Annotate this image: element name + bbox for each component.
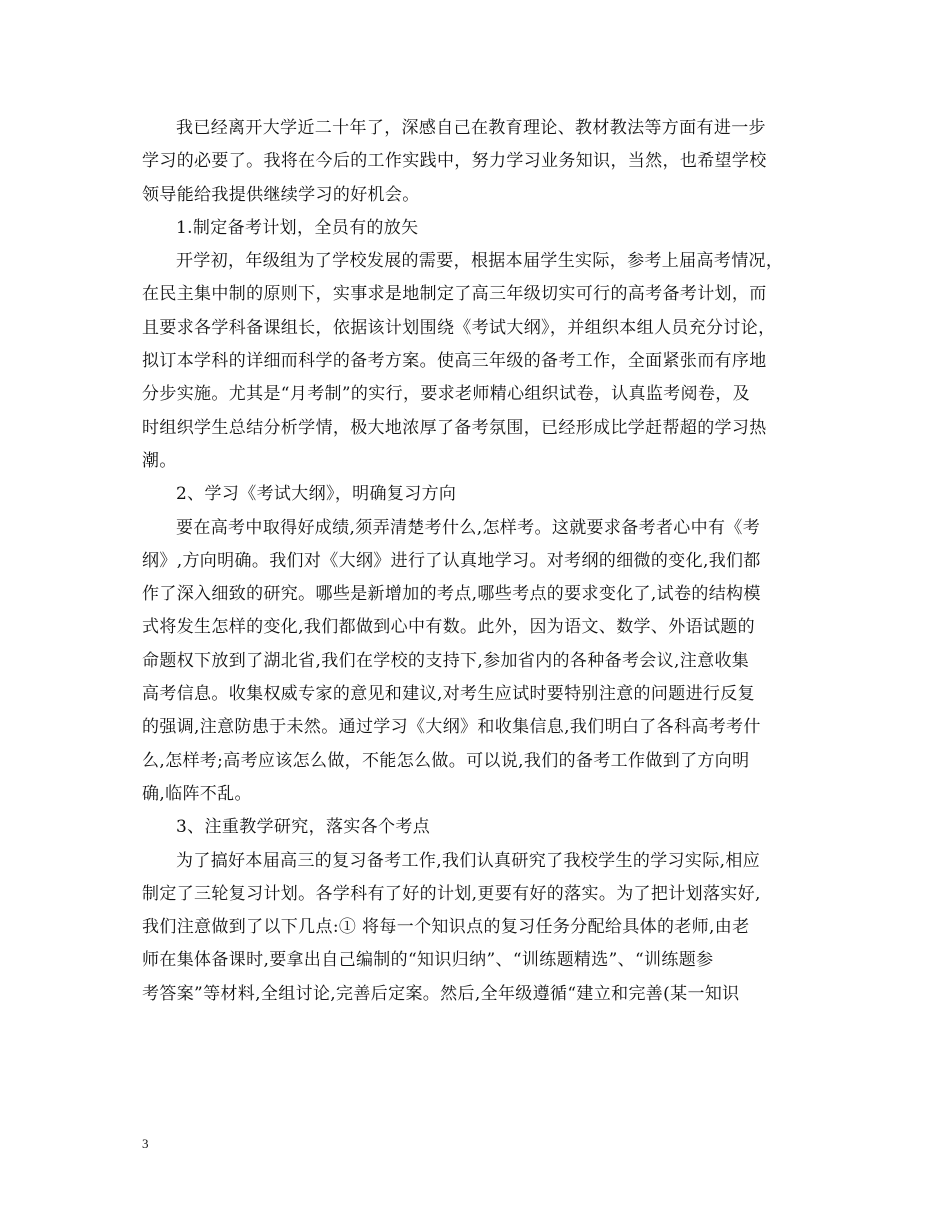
paragraph [142,212,814,245]
text-line: 纲》,方向明确。我们对《大纲》进行了认真地学习。对考纲的细微的变化,我们都 [142,550,761,571]
text-line: 师在集体备课时,要拿出自己编制的“知识归纳”、“训练题精选”、“训练题参 [142,950,714,971]
text-line: 2、学习《考试大纲》，明确复习方向 [176,484,457,505]
paragraph [142,811,814,844]
text-line: 领导能给我提供继续学习的好机会。 [142,184,420,205]
text-line: 且要求各学科备课组长，依据该计划围绕《考试大纲》，并组织本组人员充分讨论， [142,317,776,338]
paragraph [142,512,814,812]
paragraph [142,245,814,478]
text-line: 1.制定备考计划，全员有的放矢 [176,217,419,238]
text-line: 分步实施。尤其是“月考制”的实行，要求老师精心组织试卷，认真监考阅卷，及 [142,384,750,405]
text-line: 制定了三轮复习计划。各学科有了好的计划,更要有好的落实。为了把计划落实好, [142,883,761,904]
text-line: 命题权下放到了湖北省,我们在学校的支持下,参加省内的各种备考会议,注意收集 [142,650,750,671]
text-line: 开学初，年级组为了学校发展的需要，根据本届学生实际，参考上届高考情况， [176,251,784,272]
text-line: 的强调,注意防患于未然。通过学习《大纲》和收集信息,我们明白了各科高考考什 [142,717,761,738]
paragraph [142,478,814,511]
text-line: 学习的必要了。我将在今后的工作实践中，努力学习业务知识，当然，也希望学校 [142,151,767,172]
text-line: 3、注重教学研究，落实各个考点 [176,817,431,838]
text-line: 为了搞好本届高三的复习备考工作,我们认真研究了我校学生的学习实际,相应 [176,850,761,871]
text-line: 要在高考中取得好成绩,须弄清楚考什么,怎样考。这就要求备考者心中有《考 [176,517,761,538]
text-line: 时组织学生总结分析学情，极大地浓厚了备考氛围，已经形成比学赶帮超的学习热 [142,417,767,438]
text-line: 式将发生怎样的变化,我们都做到心中有数。此外，因为语文、数学、外语试题的 [142,617,756,638]
text-line: 在民主集中制的原则下，实事求是地制定了高三年级切实可行的高考备考计划，而 [142,284,767,305]
text-line: 么,怎样考;高考应该怎么做，不能怎么做。可以说,我们的备考工作做到了方向明 [142,750,750,771]
text-line: 我已经离开大学近二十年了，深感自己在教育理论、教材教法等方面有进一步 [176,118,766,138]
text-line: 作了深入细致的研究。哪些是新增加的考点,哪些考点的要求变化了,试卷的结构模 [142,584,761,605]
page-number: 3 [142,1136,149,1151]
document-body [142,112,814,1011]
text-line: 我们注意做到了以下几点:① 将每一个知识点的复习任务分配给具体的老师,由老 [142,917,750,938]
text-line: 潮。 [142,450,177,471]
text-line: 确,临阵不乱。 [142,783,252,804]
text-line: 拟订本学科的详细而科学的备考方案。使高三年级的备考工作，全面紧张而有序地 [142,351,767,372]
text-line: 考答案”等材料,全组讨论,完善后定案。然后,全年级遵循“建立和完善(某一知识 [142,983,740,1004]
paragraph [142,845,814,1011]
paragraph [142,112,814,212]
text-line: 高考信息。收集权威专家的意见和建议,对考生应试时要特别注意的问题进行反复 [142,684,756,705]
